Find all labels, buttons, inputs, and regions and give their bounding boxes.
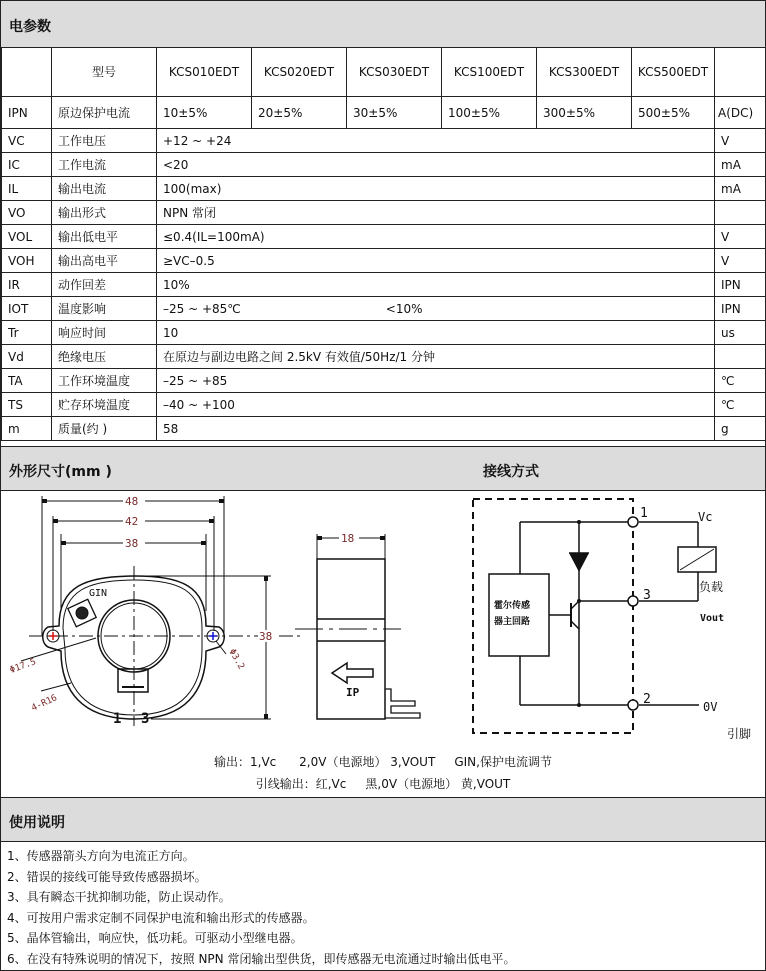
section-header-electrical xyxy=(1,1,765,48)
ip-label: IP xyxy=(346,686,360,699)
row-unit: mA xyxy=(715,177,766,201)
row-unit: ℃ xyxy=(715,393,766,417)
usage-item: 1、传感器箭头方向为电流正方向。 xyxy=(7,849,195,863)
row-value: –25 ~ +85 xyxy=(157,369,715,393)
row-symbol: IL xyxy=(2,177,52,201)
table-row xyxy=(2,345,766,369)
pinout-caption: 输出：1,Vc 2,0V（电源地） 3,VOUT GIN,保护电流调节 xyxy=(214,755,552,769)
gin-label: GIN xyxy=(89,588,108,599)
block-label-line2: 器主回路 xyxy=(494,617,531,627)
row-name: 绝缘电压 xyxy=(52,345,157,369)
row-name: 输出形式 xyxy=(52,201,157,225)
row-symbol: Tr xyxy=(2,321,52,345)
dim-42-label: 42 xyxy=(125,515,139,528)
row-unit xyxy=(715,201,766,225)
row-symbol: VOH xyxy=(2,249,52,273)
table-row xyxy=(2,297,766,321)
row-symbol: IR xyxy=(2,273,52,297)
section-header-dimensions xyxy=(1,446,765,491)
table-row xyxy=(2,369,766,393)
inner-diameter-label: Φ17.5 xyxy=(8,657,38,676)
row-value: 100(max) xyxy=(157,177,715,201)
row-name: 工作电压 xyxy=(52,129,157,153)
dim-38-height-label: 38 xyxy=(259,630,273,643)
row-name: 动作回差 xyxy=(52,273,157,297)
usage-item: 4、可按用户需求定制不同保护电流和输出形式的传感器。 xyxy=(7,910,315,925)
table-row xyxy=(2,321,766,345)
dim-48-label: 48 xyxy=(125,495,139,508)
dimension-drawing xyxy=(1,491,461,736)
row-name: 贮存环境温度 xyxy=(52,393,157,417)
row-symbol: Vd xyxy=(2,345,52,369)
row-value: <20 xyxy=(157,153,715,177)
row-name: 质量(约 ) xyxy=(52,417,157,441)
pin-1-label: 1 xyxy=(113,711,122,727)
wiring-diagram xyxy=(461,491,765,751)
row-value: ≥VC–0.5 xyxy=(157,249,715,273)
ipn-value: 500±5% xyxy=(632,97,715,129)
row-value: NPN 常闭 xyxy=(157,201,715,225)
iot-range: –25 ~ +85℃ xyxy=(163,301,241,316)
row-name: 输出高电平 xyxy=(52,249,157,273)
pin-3-label: 3 xyxy=(141,711,150,727)
row-unit: g xyxy=(715,417,766,441)
outer-radius-label: 4-R16 xyxy=(30,693,59,714)
section-title-electrical: 电参数 xyxy=(9,19,51,35)
row-value: 10% xyxy=(157,273,715,297)
row-unit: IPN xyxy=(715,273,766,297)
usage-item: 2、错误的接线可能导致传感器损坏。 xyxy=(7,869,207,884)
lead-color-caption: 引线输出：红,Vc 黑,0V（电源地） 黄,VOUT xyxy=(255,777,511,791)
table-row xyxy=(2,177,766,201)
header-model: KCS100EDT xyxy=(442,48,537,97)
row-name: 输出电流 xyxy=(52,177,157,201)
usage-list xyxy=(7,846,515,969)
block-label-line1: 霍尔传感 xyxy=(494,601,531,611)
zero-v-label: 0V xyxy=(703,700,718,714)
row-name: 工作电流 xyxy=(52,153,157,177)
row-name: 工作环境温度 xyxy=(52,369,157,393)
table-row xyxy=(2,201,766,225)
pins-label: 引脚 xyxy=(727,727,752,741)
parameters-table xyxy=(1,47,766,441)
row-unit: V xyxy=(715,249,766,273)
table-row xyxy=(2,273,766,297)
ipn-value: 20±5% xyxy=(252,97,347,129)
ipn-value: 10±5% xyxy=(157,97,252,129)
row-symbol: IOT xyxy=(2,297,52,321)
usage-item: 6、在没有特殊说明的情况下，按照 NPN 常闭输出型供货，即传感器无电流通过时输出低电平。 xyxy=(7,951,516,966)
header-model: KCS010EDT xyxy=(157,48,252,97)
dim-38-width-label: 38 xyxy=(125,537,139,550)
pin-3-terminal: 3 xyxy=(643,588,651,603)
row-symbol: VC xyxy=(2,129,52,153)
section-title-wiring: 接线方式 xyxy=(483,464,539,480)
header-model-label: 型号 xyxy=(52,48,157,97)
row-unit: us xyxy=(715,321,766,345)
header-model: KCS030EDT xyxy=(347,48,442,97)
row-symbol: VOL xyxy=(2,225,52,249)
table-row xyxy=(2,417,766,441)
section-title-dimensions: 外形尺寸(mm ) xyxy=(9,464,112,480)
table-row-ipn xyxy=(2,97,766,129)
header-unit-blank xyxy=(715,48,766,97)
row-unit: ℃ xyxy=(715,369,766,393)
row-unit: mA xyxy=(715,153,766,177)
row-symbol: TA xyxy=(2,369,52,393)
load-label: 负载 xyxy=(699,580,724,594)
row-value: +12 ~ +24 xyxy=(157,129,715,153)
section-title-usage: 使用说明 xyxy=(9,815,65,831)
header-model: KCS500EDT xyxy=(632,48,715,97)
pin-1-terminal: 1 xyxy=(640,506,648,521)
vout-label: Vout xyxy=(700,613,725,624)
header-model: KCS020EDT xyxy=(252,48,347,97)
table-row xyxy=(2,225,766,249)
vc-label: Vc xyxy=(698,510,713,524)
row-value: –40 ~ +100 xyxy=(157,393,715,417)
usage-item: 3、具有瞬态干扰抑制功能，防止误动作。 xyxy=(7,890,231,904)
row-value: ≤0.4(IL=100mA) xyxy=(157,225,715,249)
table-row xyxy=(2,249,766,273)
row-name: 输出低电平 xyxy=(52,225,157,249)
row-symbol: VO xyxy=(2,201,52,225)
section-header-usage xyxy=(1,797,765,842)
row-symbol: IPN xyxy=(2,97,52,129)
row-unit xyxy=(715,345,766,369)
row-name: 原边保护电流 xyxy=(52,97,157,129)
header-model: KCS300EDT xyxy=(537,48,632,97)
row-symbol: IC xyxy=(2,153,52,177)
iot-drift: <10% xyxy=(385,301,423,316)
row-symbol: m xyxy=(2,417,52,441)
pin-2-terminal: 2 xyxy=(643,692,651,707)
table-header-row xyxy=(2,48,766,97)
row-unit: A(DC) xyxy=(715,97,766,129)
ipn-value: 300±5% xyxy=(537,97,632,129)
row-value xyxy=(157,297,715,321)
row-value: 58 xyxy=(157,417,715,441)
row-unit: V xyxy=(715,225,766,249)
row-symbol: TS xyxy=(2,393,52,417)
row-unit: IPN xyxy=(715,297,766,321)
row-value: 在原边与副边电路之间 2.5kV 有效值/50Hz/1 分钟 xyxy=(157,345,715,369)
row-unit: V xyxy=(715,129,766,153)
table-row xyxy=(2,393,766,417)
dim-18-label: 18 xyxy=(341,532,355,545)
header-blank xyxy=(2,48,52,97)
hole-diameter-label: Φ3.2 xyxy=(226,647,246,672)
table-row xyxy=(2,129,766,153)
row-name: 响应时间 xyxy=(52,321,157,345)
ipn-value: 100±5% xyxy=(442,97,537,129)
usage-item: 5、晶体管输出，响应快，低功耗。可驱动小型继电器。 xyxy=(7,931,303,945)
row-name: 温度影响 xyxy=(52,297,157,321)
table-row xyxy=(2,153,766,177)
row-value: 10 xyxy=(157,321,715,345)
ipn-value: 30±5% xyxy=(347,97,442,129)
